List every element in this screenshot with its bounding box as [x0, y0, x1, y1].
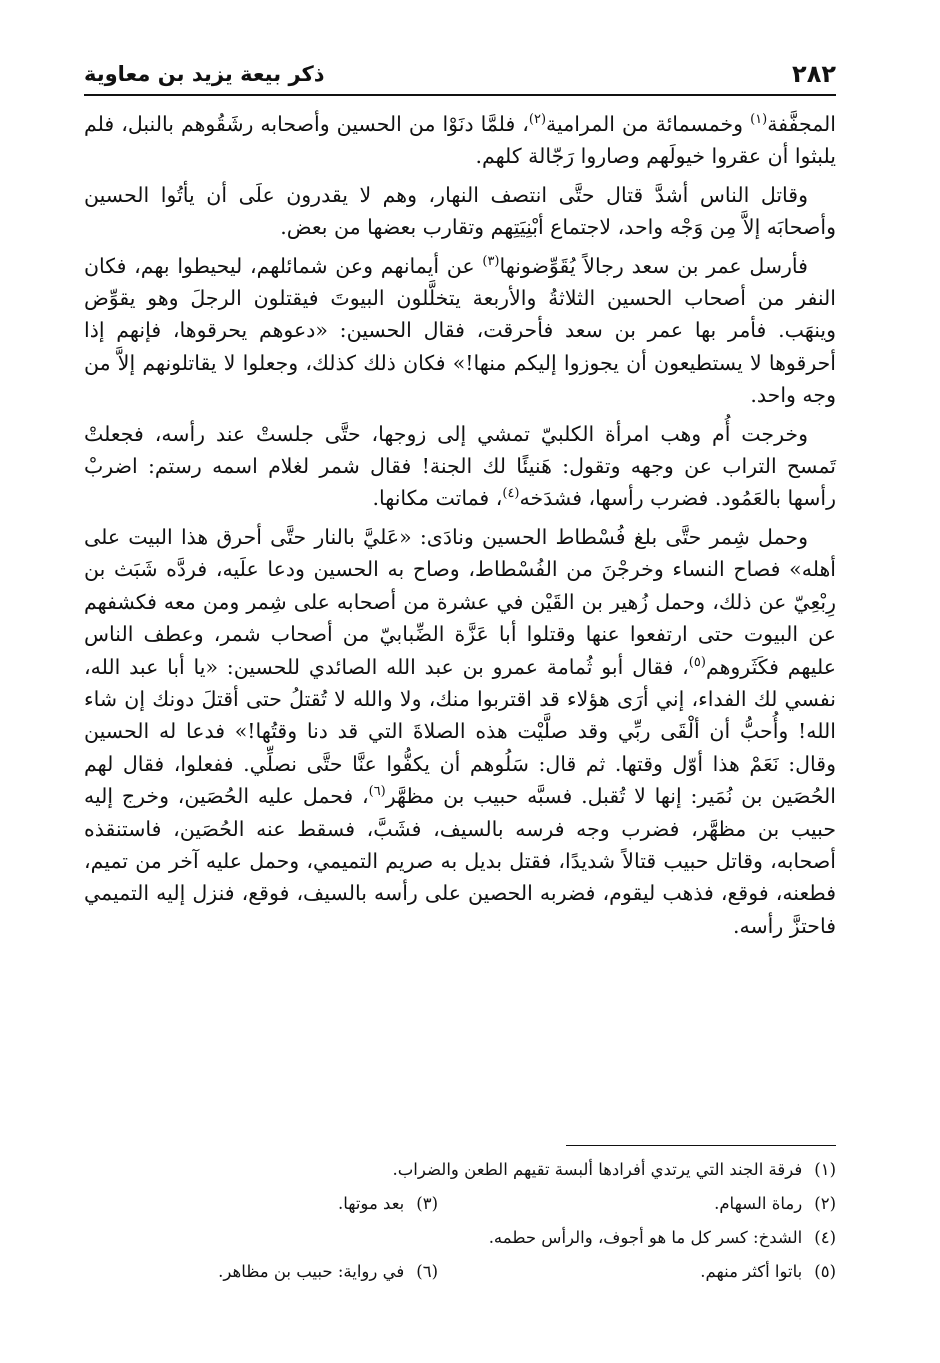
footnote: (٣)بعد موتها.: [337, 1194, 438, 1213]
paragraph: وخرجت أُم وهب امرأة الكلبيّ تمشي إلى زوجها، حتَّى جلستْ عند رأسه، فجعلتْ تَمسح التراب عن وجهه وتقول: هَنيئًا لك الجنة! فقال شمر لغلام اسمه رستم: اضربْ رأسها بالعَمُود. فضرب رأسها، فشدَخه$^{(٤)}$، فماتت مكانها.: [84, 421, 836, 511]
footnote-separator: [566, 1145, 836, 1146]
footnote-ref: (٥): [688, 654, 706, 670]
footnote: (٢)رماة السهام.: [714, 1194, 836, 1213]
footnote-row: [84, 1187, 836, 1221]
footnote: (١)فرقة الجند التي يرتدي أفرادها ألبسة تقيهم الطعن والضراب.: [392, 1160, 836, 1179]
footnote-row: [84, 1153, 836, 1187]
paragraph: وقاتل الناس أشدَّ قتال حتَّى انتصف النهار، وهم لا يقدرون علَى أن يأتُوا الحسين وأصحابَه إلاَّ مِن وَجْه واحد، لاجتماع أبْنِيَتِهم وتقارب بعضها من بعض.: [84, 182, 836, 240]
paragraph: فأرسل عمر بن سعد رجالاً يُقَوِّضونها$^{(٣)}$ عن أيمانهم وعن شمائلهم، ليحيطوا بهم، فكان النفر من أصحاب الحسين الثلاثةُ والأربعة يتخلَّلون البيوتَ فيقتلون الرجلَ وهو يقوِّض وينهَب. فأمر بها عمر بن سعد فأحرقت، فقال الحسين: «دعوهم يحرقوها، فإنهم إذا أحرقوها لا يستطيعون أن يجوزوا إليكم منها!» فكان ذلك كذلك، وجعلوا لا يقاتلونهم إلاَّ من وجه واحد.: [84, 253, 836, 408]
footnotes: [84, 1153, 836, 1289]
footnote-row: [84, 1255, 836, 1289]
main-text: [84, 108, 836, 948]
page-number: ٢٨٢: [792, 60, 836, 88]
footnote: (٤)الشدخ: كسر كل ما هو أجوف، والرأس حطمه.: [488, 1228, 836, 1247]
footnote-ref: (٦): [368, 784, 386, 800]
footnote: (٥)باتوا أكثر منهم.: [700, 1262, 836, 1281]
page-header: [84, 58, 836, 96]
footnote-ref: (١): [750, 112, 768, 128]
footnote-ref: (٣): [482, 253, 500, 269]
paragraph: وحمل شِمر حتَّى بلغ فُسْطاط الحسين ونادَى: «عَليَّ بالنار حتَّى أحرق هذا البيت على أهله» فصاح النساء وخرجْنَ من الفُسْطاط، وصاح به الحسين ودعا علَيه، فردَّه شَبَث بن رِبْعِيّ عن ذلك، وحمل زُهير بن القَيْن في عشرة من أصحابه على شِمر ومن معه فكشفهم عن البيوت حتى ارتفعوا عنها وقتلوا أبا عَزَّة الضِّبابيّ من أصحاب شمر، وعطف الناس عليهم فكَثَروهم$^{(٥)}$، فقال أبو ثُمامة عمرو بن عبد الله الصائدي للحسين: «يا أبا عبد الله، نفسي لك الفداء، إني أرَى هؤلاء قد اقتربوا منك، ولا والله لا تُقتلُ حتى أقتلَ دونك إن شاء الله! وأُحبُّ أن ألْقَى ربِّي وقد صلَّيْت هذه الصلاةَ التي قد دنا وقتُها!» فدعا له الحسين وقال: نَعَمْ هذا أوّل وقتها. ثم قال: سَلُوهم أن يكفُّوا عنَّا حتَّى نصلِّي. ففعلوا، فقال لهم الحُصَين بن نُمَير: إنها لا تُقبل. فسبَّه حبيب بن مظهَّر$^{(٦)}$، فحمل عليه الحُصَين، وخرج إليه حبيب بن مظهَّر، فضرب وجه فرسه بالسيف، فشَبَّ، فسقط عنه الحُصَين، فاستنقذه أصحابه، وقاتل حبيب قتالاً شديدًا، فقتل بديل به صريم التميمي، وحمل عليه آخر من تميم، فطعنه، فوقع، فذهب ليقوم، فضربه الحصين على رأسه بالسيف، فوقع، فنزل إليه التميمي فاحتزَّ رأسه.: [84, 524, 836, 938]
footnote: (٦)في رواية: حبيب بن مظاهر.: [218, 1262, 438, 1281]
paragraph: المجفَّفة$^{(١)}$ وخمسمائة من المرامية$^{(٢)}$، فلمَّا دنَوْا من الحسين وأصحابه رشَقُوهم بالنبل، فلم يلبثوا أن عقروا خيولَهم وصاروا رَجّالة كلهم.: [84, 112, 836, 169]
footnote-row: [84, 1221, 836, 1255]
footnote-ref: (٢): [528, 112, 547, 128]
running-title: ذكر بيعة يزيد بن معاوية: [84, 62, 325, 86]
footnote-ref: (٤): [502, 486, 520, 502]
